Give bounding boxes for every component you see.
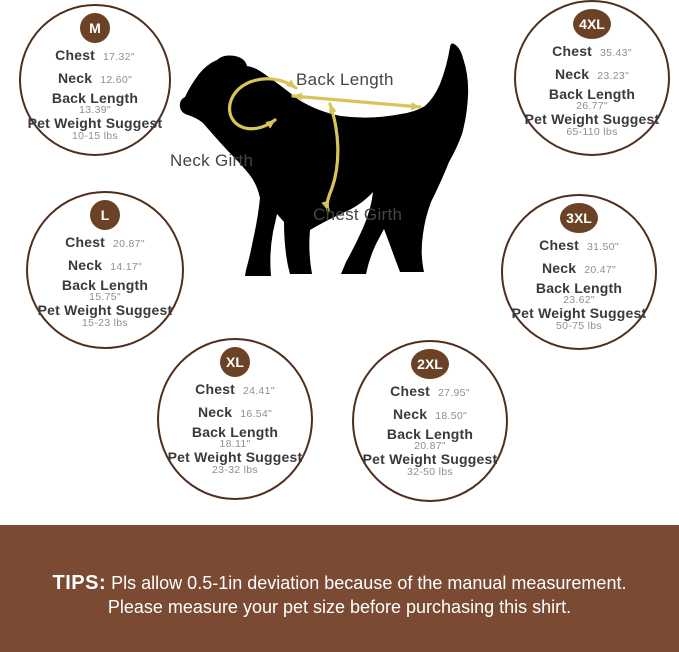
size-circle-3xl xyxy=(501,194,657,350)
chest-value: 31.50" xyxy=(587,241,619,253)
chest-value: 20.87" xyxy=(113,238,145,250)
pet-weight-value: 10-15 lbs xyxy=(72,130,118,142)
size-badge-3xl: 3XL xyxy=(560,203,598,233)
neck-value: 20.47" xyxy=(584,264,617,276)
pet-weight-label: Pet Weight Suggest xyxy=(511,305,647,321)
size-badge-m: M xyxy=(80,13,110,43)
pet-weight-label: Pet Weight Suggest xyxy=(27,115,163,131)
back-length-value: 15.75" xyxy=(89,291,121,303)
pet-weight-value: 15-23 lbs xyxy=(82,317,128,329)
pet-weight-value: 50-75 lbs xyxy=(556,320,602,332)
neck-value: 12.60" xyxy=(100,74,133,86)
pet-weight-label: Pet Weight Suggest xyxy=(362,451,498,467)
neck-girth-diagram-label: Neck Girth xyxy=(170,151,254,170)
neck-label: Neck xyxy=(392,406,428,422)
size-circle-2xl xyxy=(352,340,508,502)
size-circle-l xyxy=(26,191,184,349)
back-length-value: 26.77" xyxy=(576,100,608,112)
neck-label: Neck xyxy=(197,404,233,420)
back-length-label: Back Length xyxy=(51,90,139,106)
back-length-label: Back Length xyxy=(548,86,636,102)
pet-weight-label: Pet Weight Suggest xyxy=(37,302,173,318)
pet-weight-value: 32-50 lbs xyxy=(407,466,453,478)
chest-value: 24.41" xyxy=(243,385,275,397)
size-badge-l: L xyxy=(90,200,120,230)
neck-label: Neck xyxy=(67,257,103,273)
chest-label: Chest xyxy=(55,47,96,63)
tips-prefix: TIPS: xyxy=(52,572,107,594)
tips-text-1: Pls allow 0.5-1in deviation because of the manual measurement. xyxy=(111,573,627,593)
back-length-value: 20.87" xyxy=(414,440,446,452)
neck-value: 16.54" xyxy=(240,408,273,420)
size-circle-xl xyxy=(157,338,313,500)
chest-label: Chest xyxy=(195,381,236,397)
neck-value: 23.23" xyxy=(597,70,630,82)
chest-value: 17.32" xyxy=(103,51,135,63)
back-length-label: Back Length xyxy=(191,424,279,440)
neck-label: Neck xyxy=(57,70,93,86)
chest-label: Chest xyxy=(552,43,593,59)
back-length-diagram-label: Back Length xyxy=(296,70,394,89)
back-length-label: Back Length xyxy=(535,280,623,296)
tips-text-2: Please measure your pet size before purchasing this shirt. xyxy=(107,597,572,617)
pet-weight-label: Pet Weight Suggest xyxy=(167,449,303,465)
tips-line1 xyxy=(0,571,679,595)
chest-label: Chest xyxy=(65,234,106,250)
neck-value: 18.50" xyxy=(435,410,468,422)
size-badge-2xl: 2XL xyxy=(411,349,449,379)
back-length-label: Back Length xyxy=(61,277,149,293)
back-length-value: 13.39" xyxy=(79,104,111,116)
pet-weight-value: 23-32 lbs xyxy=(212,464,258,476)
back-length-value: 23.62" xyxy=(563,294,595,306)
chest-value: 35.43" xyxy=(600,47,632,59)
back-length-arrow xyxy=(293,96,420,107)
size-badge-xl: XL xyxy=(220,347,250,377)
neck-value: 14.17" xyxy=(110,261,143,273)
chest-label: Chest xyxy=(539,237,580,253)
size-circle-m xyxy=(19,4,171,156)
neck-label: Neck xyxy=(554,66,590,82)
size-badge-4xl: 4XL xyxy=(573,9,611,39)
chest-girth-diagram-label: Chest Girth xyxy=(313,205,403,224)
chest-value: 27.95" xyxy=(438,387,470,399)
back-length-label: Back Length xyxy=(386,426,474,442)
size-circle-4xl xyxy=(514,0,670,156)
tips-banner xyxy=(0,525,679,652)
back-length-value: 18.11" xyxy=(219,438,251,450)
chest-label: Chest xyxy=(390,383,431,399)
neck-label: Neck xyxy=(541,260,577,276)
pet-weight-value: 65-110 lbs xyxy=(566,126,618,138)
pet-weight-label: Pet Weight Suggest xyxy=(524,111,660,127)
